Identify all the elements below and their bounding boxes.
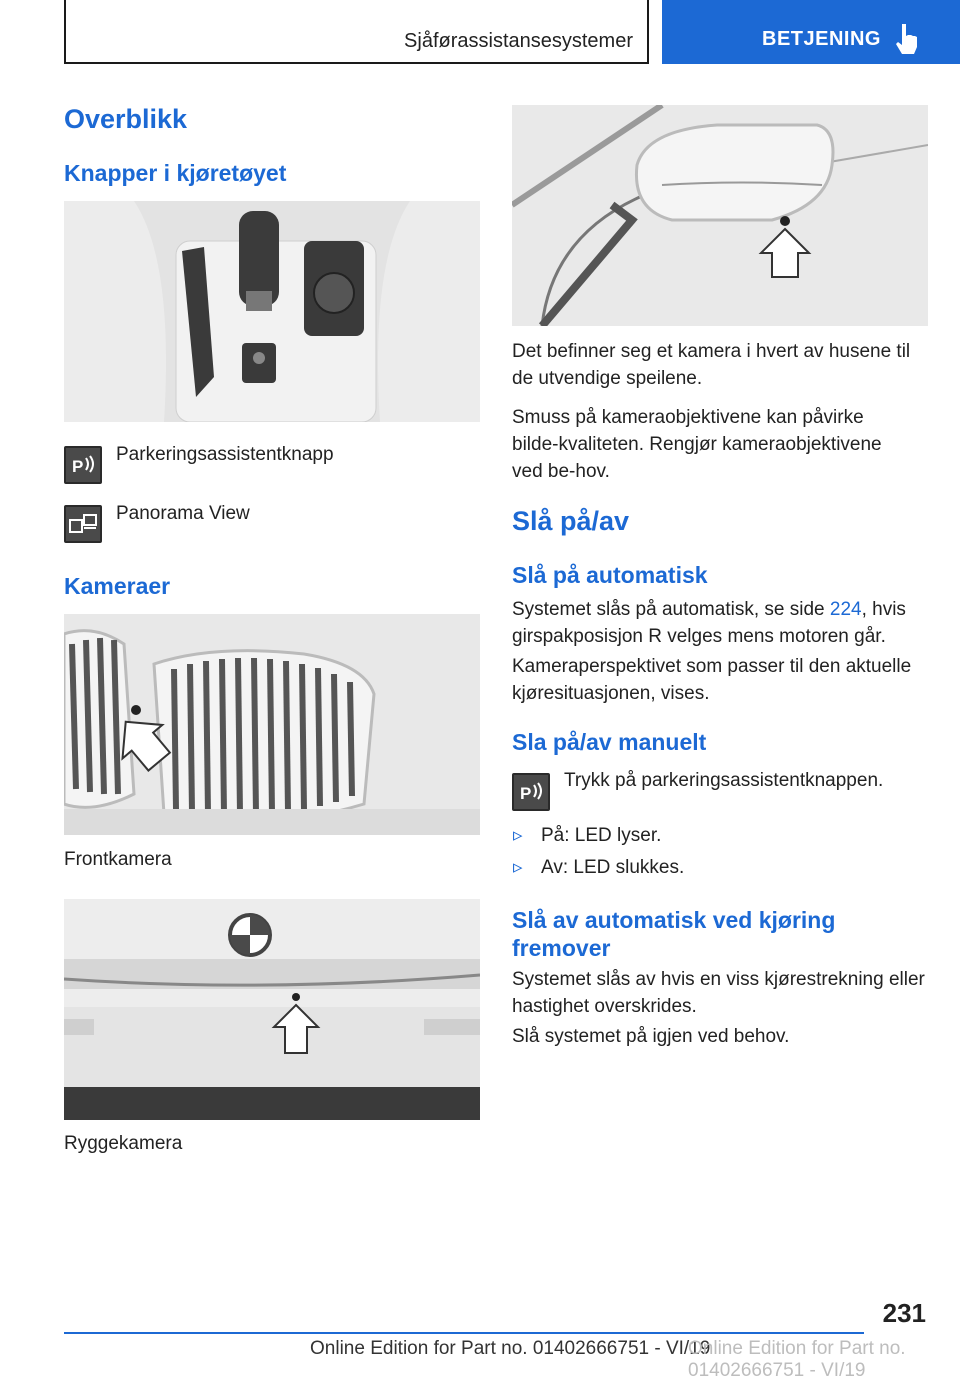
bullet-off: Av: LED slukkes. [541,857,685,878]
tab-betjening[interactable] [662,0,960,64]
page-number: 231 [882,1298,926,1328]
rear-camera-caption: Ryggekamera [64,1133,183,1154]
manual-text: Trykk på parkeringsassistentknappen. [564,770,884,791]
parking-assistant-label: Parkeringsassistentknapp [116,444,334,465]
parking-assistant-icon [64,446,102,484]
tab-label: BETJENING [762,28,881,50]
parking-assistant-icon [512,773,550,811]
heading-onoff: Slå på/av [512,506,630,536]
heading-buttons: Knapper i kjøretøyet [64,160,287,186]
footer-rule [64,1332,864,1334]
mirror-text: Det befinner seg et kamera i hvert av husene til de utvendige speilene. [512,341,911,389]
dirt-text: Smuss på kameraobjektivene kan påvirke bilde-kvaliteten. Rengjør kameraobjektivene ved be-hov. [512,407,882,482]
bullet-on: På: LED lyser. [541,825,662,846]
svg-text:P: P [72,457,84,476]
bullet-marker: ▹ [513,857,523,878]
panorama-view-icon [64,505,102,543]
heading-manual: Sla på/av manuelt [512,729,707,755]
edition-text: Online Edition for Part no. 01402666751 - VI/19 [310,1338,711,1359]
header-frame [64,0,649,64]
pointing-hand-icon [894,22,920,56]
watermark: Online Edition for Part no. 01402666751 - VI/19 [688,1338,906,1381]
perspective-text: Kameraperspektivet som passer til den aktuelle kjøresituasjonen, vises. [512,656,912,704]
reactivate-text: Slå systemet på igjen ved behov. [512,1026,790,1047]
heading-overblikk: Overblikk [64,104,188,134]
front-camera-image [64,614,480,835]
heading-cameras: Kameraer [64,573,171,599]
auto-off-text: Systemet slås av hvis en viss kjørestrekning eller hastighet overskrides. [512,969,925,1017]
rear-camera-image [64,899,480,1120]
heading-auto: Slå på automatisk [512,562,708,588]
panorama-view-label: Panorama View [116,503,250,524]
console-image [64,201,480,422]
page-ref-link[interactable]: 224 [829,599,862,620]
heading-auto-off: Slå av automatisk ved kjøring fremover [512,907,836,961]
mirror-camera-image [512,105,928,326]
svg-text:P: P [520,784,532,803]
section-title: Sjåførassistansesystemer [404,30,633,52]
front-camera-caption: Frontkamera [64,849,172,870]
bullet-marker: ▹ [513,825,523,846]
auto-text: Systemet slås på automatisk, se side 224, hvis girspakposisjon R velges mens motoren går. [512,599,906,647]
